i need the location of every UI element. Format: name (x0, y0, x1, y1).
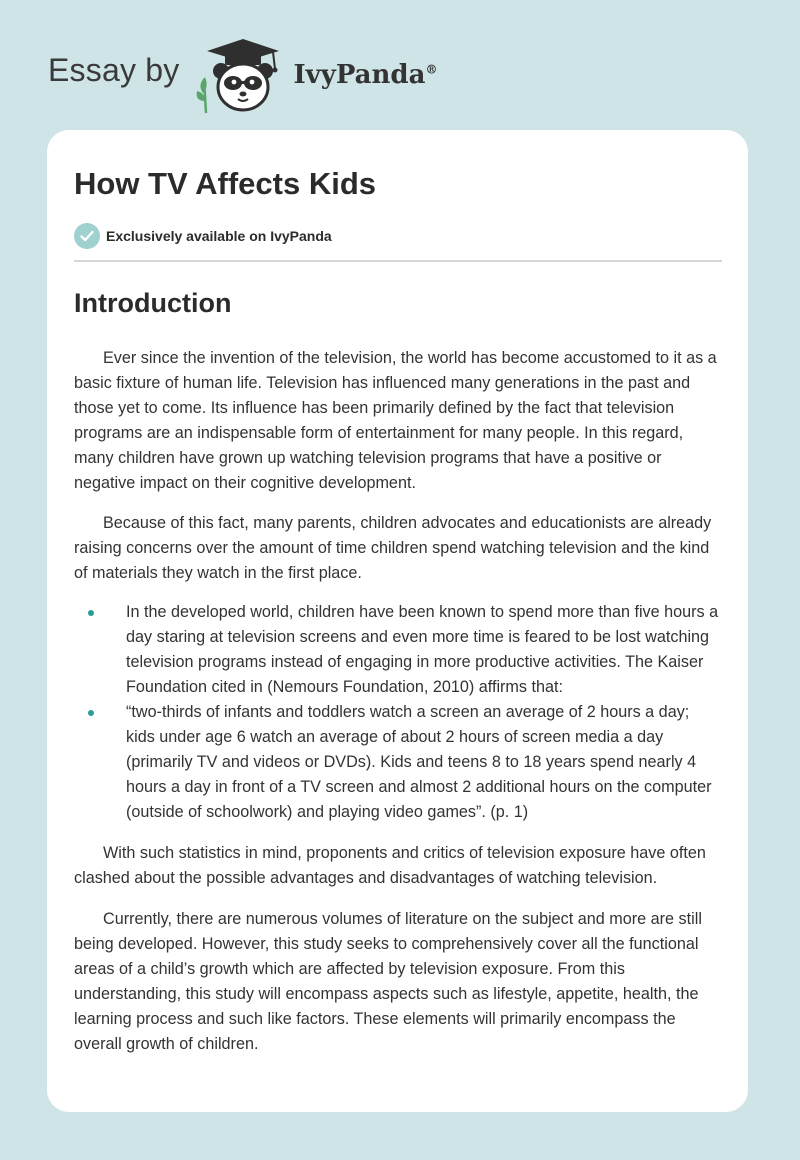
list-item (74, 700, 722, 825)
panda-logo-graphic (193, 31, 285, 115)
bullet-list (74, 600, 722, 825)
badge-label: Exclusively available on IvyPanda (106, 228, 332, 244)
list-item-text: In the developed world, children have been known to spend more than five hours a day staring at television screens and even more time is feared to be lost watching television programs instead of engaging in more productive activities. The Kaiser Foundation cited in (Nemours Foundation, 2010) affirms that: (126, 603, 719, 696)
site-header (48, 28, 437, 118)
brand-name[interactable] (293, 60, 437, 90)
title-divider (74, 260, 722, 262)
list-item (74, 600, 722, 700)
check-icon (74, 223, 100, 249)
bullet-dot-icon (88, 610, 94, 616)
paragraph: Ever since the invention of the television, the world has become accustomed to it as a basic fixture of human life. Television has influenced many generations in the past and those yet to come. Its influence has been primarily defined by the fact that television programs are an indispensable form of entertainment for many people. In this regard, many children have grown up watching television programs that have a positive or negative impact on their cognitive development. (74, 349, 717, 492)
bullet-dot-icon (88, 710, 94, 716)
paragraph: Because of this fact, many parents, children advocates and educationists are already raising concerns over the amount of time children spend watching television and the kind of materials they watch in the first place. (74, 514, 712, 582)
brand-prefix: Essay by (48, 51, 180, 88)
paragraph: Currently, there are numerous volumes of literature on the subject and more are still being developed. However, this study seeks to comprehensively cover all the functional areas of a child’s growth which are affected by television exposure. From this understanding, this study will encompass aspects such as lifestyle, appetite, health, the learning process and such like factors. These elements will primarily encompass the overall growth of children. (74, 910, 702, 1053)
brand-name-text: IvyPanda (293, 60, 426, 90)
exclusive-badge (74, 222, 722, 250)
section-heading: Introduction (74, 288, 232, 318)
paragraph: With such statistics in mind, proponents and critics of television exposure have often clashed about the possible advantages and disadvantages of watching television. (74, 844, 706, 887)
list-item-text: “two-thirds of infants and toddlers watch a screen an average of 2 hours a day; kids under age 6 watch an average of about 2 hours of screen media a day (primarily TV and videos or DVDs). Kids and teens 8 to 18 years spend nearly 4 hours a day in front of a TV screen and almost 2 additional hours on the computer (outside of schoolwork) and playing video games”. (p. 1) (126, 703, 712, 821)
page-title: How TV Affects Kids (74, 166, 376, 201)
essay-card (47, 130, 748, 1112)
registered-mark: ® (425, 62, 438, 77)
panda-logo-icon[interactable] (193, 31, 285, 115)
